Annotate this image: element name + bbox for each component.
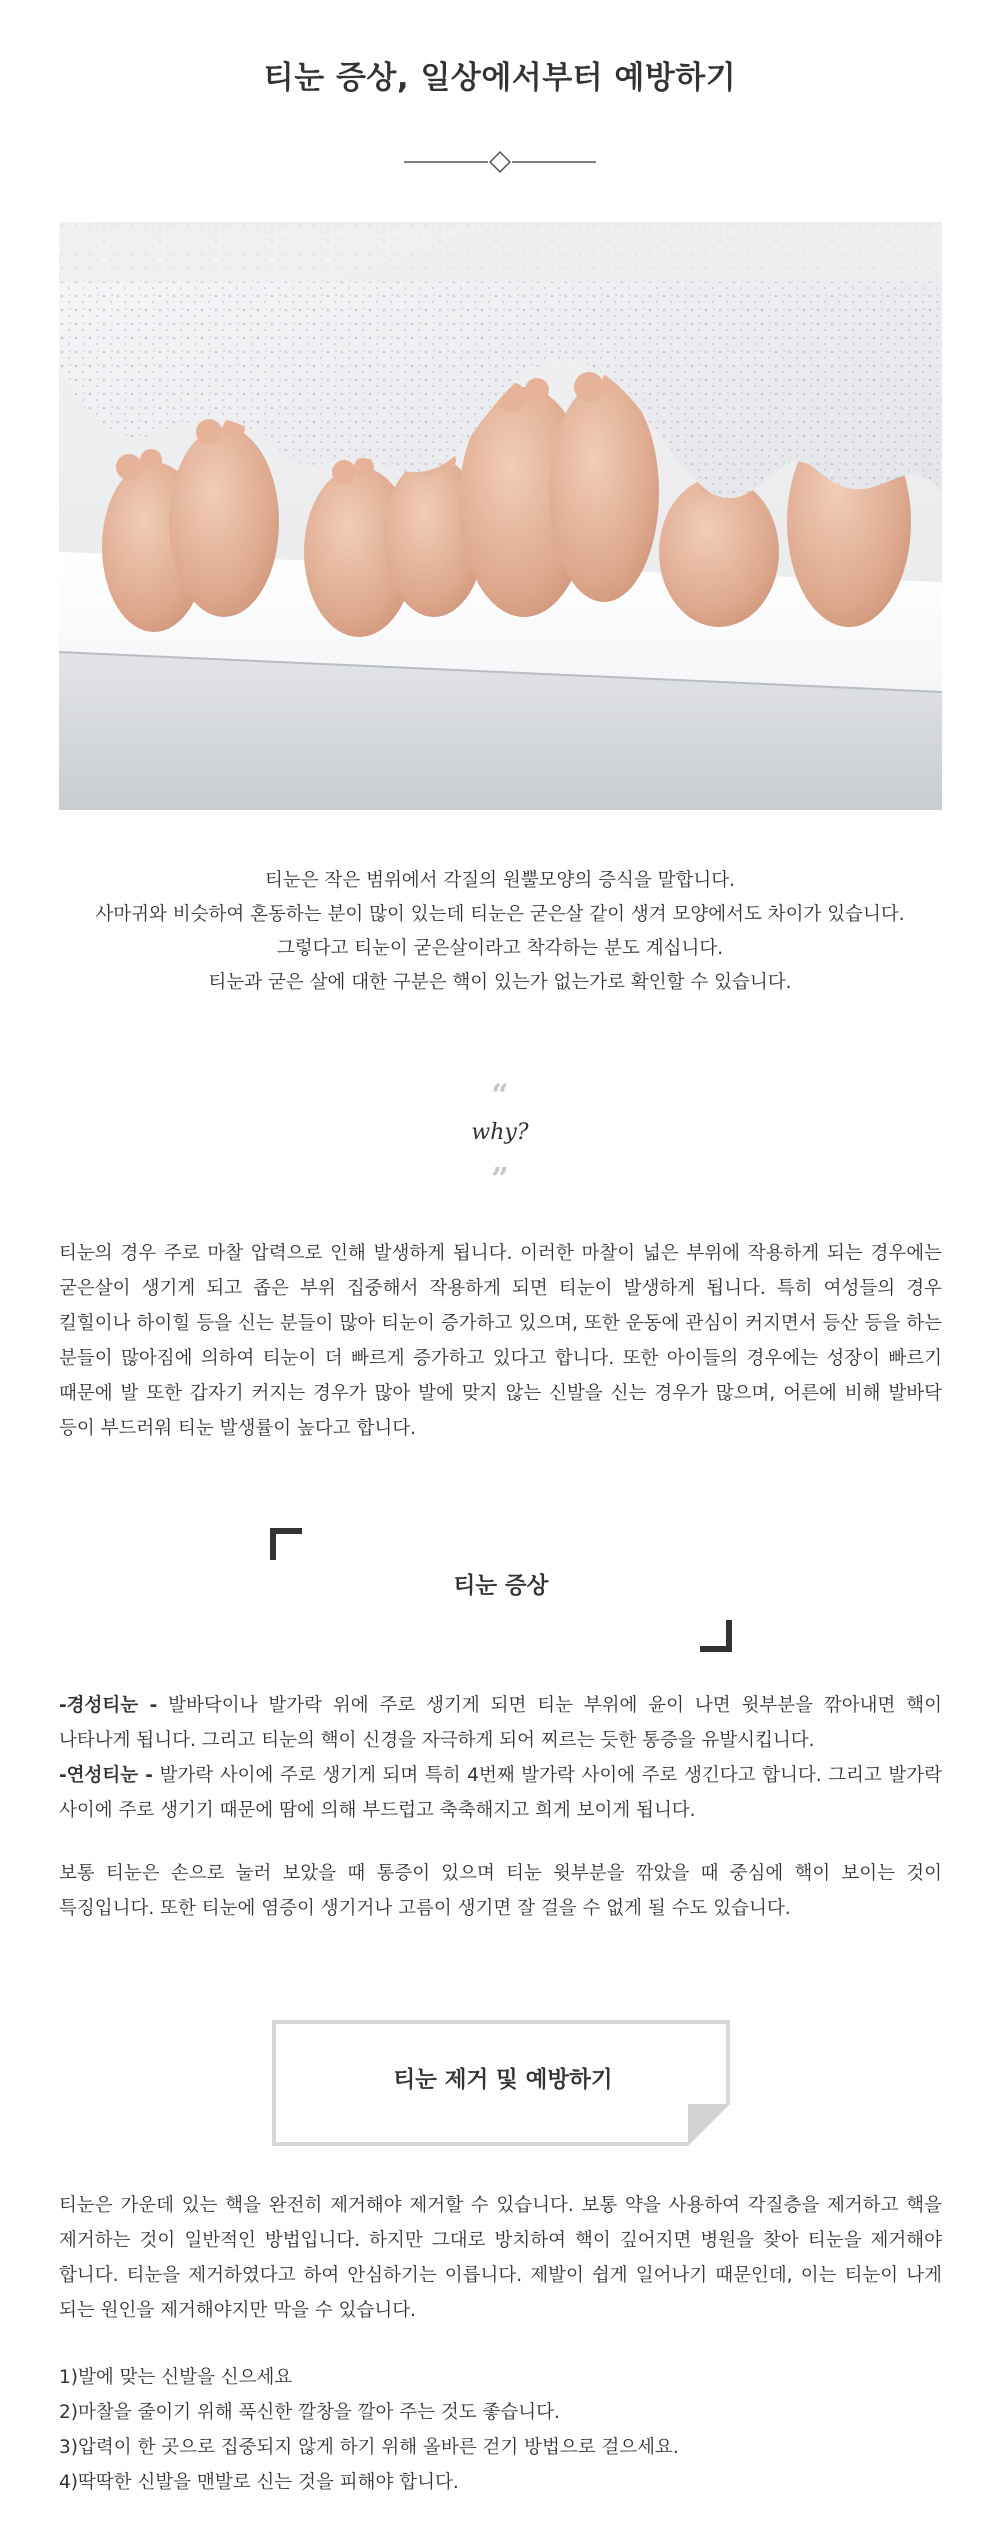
hard-corn-desc: 발바닥이나 발가락 위에 주로 생기게 되면 티눈 부위에 윤이 나면 윗부분을 깎아내면 핵이 나타나게 됩니다. 그리고 티눈의 핵이 신경을 자극하게 되어 찌르는 듯한 통증을 유발시킵니다. xyxy=(59,1695,942,1751)
list-item: 3)압력이 한 곳으로 집중되지 않게 하기 위해 올바른 걷기 방법으로 걸으세요. xyxy=(59,2437,679,2458)
hard-corn-term: -경성티눈 - xyxy=(59,1695,158,1716)
title-divider xyxy=(404,150,596,174)
corn-types xyxy=(59,1688,942,1828)
list-item: 2)마찰을 줄이기 위해 푹신한 깔창을 깔아 주는 것도 좋습니다. xyxy=(59,2402,560,2423)
close-quote-icon: ” xyxy=(491,1162,509,1197)
corner-bracket-icon xyxy=(700,1620,732,1652)
intro-line: 그렇다고 티눈이 굳은살이라고 착각하는 분도 계십니다. xyxy=(276,938,724,959)
corner-bracket-icon xyxy=(270,1528,302,1560)
intro-line: 티눈과 굳은 살에 대한 구분은 핵이 있는가 없는가로 확인할 수 있습니다. xyxy=(208,972,792,993)
intro-text xyxy=(0,864,1000,1000)
symptoms-summary: 보통 티눈은 손으로 눌러 보았을 때 통증이 있으며 티눈 윗부분을 깎았을 때 중심에 핵이 보이는 것이 특징입니다. 또한 티눈에 염증이 생기거나 고름이 생기면 잘 걸을 수 없게 될 수도 있습니다. xyxy=(59,1863,942,1919)
removal-heading: 티눈 제거 및 예방하기 xyxy=(393,2067,613,2093)
feet-under-blanket-photo xyxy=(59,222,942,810)
page-fold-icon xyxy=(684,2100,730,2146)
symptoms-heading: 티눈 증상 xyxy=(453,1573,549,1599)
removal-paragraph: 티눈은 가운데 있는 핵을 완전히 제거해야 제거할 수 있습니다. 보통 약을 사용하여 각질층을 제거하고 핵을 제거하는 것이 일반적인 방법입니다. 하지만 그대로 방치하여 핵이 깊어지면 병원을 찾아 티눈을 제거해야 합니다. 티눈을 제거하였다고 하여 안심하기는 이릅니다. 제발이 쉽게 일어나기 때문인데, 이는 티눈이 나게 되는 원인을 제거해야지만 막을 수 있습니다. xyxy=(59,2195,942,2321)
intro-line: 사마귀와 비슷하여 혼동하는 분이 많이 있는데 티눈은 굳은살 같이 생겨 모양에서도 차이가 있습니다. xyxy=(95,904,905,925)
list-item: 1)발에 맞는 신발을 신으세요 xyxy=(59,2367,293,2388)
soft-corn-term: -연성티눈 - xyxy=(59,1765,153,1786)
list-item: 4)딱딱한 신발을 맨발로 신는 것을 피해야 합니다. xyxy=(59,2472,459,2493)
why-label: why? xyxy=(471,1120,529,1145)
why-paragraph: 티눈의 경우 주로 마찰 압력으로 인해 발생하게 됩니다. 이러한 마찰이 넓은 부위에 작용하게 되는 경우에는 굳은살이 생기게 되고 좁은 부위 집중해서 작용하게 되면 티눈이 발생하게 됩니다. 특히 여성들의 경우 킬힐이나 하이힐 등을 신는 분들이 많아 티눈이 증가하고 있으며, 또한 운동에 관심이 커지면서 등산 등을 하는 분들이 많아짐에 의하여 티눈이 더 빠르게 증가하고 있다고 합니다. 또한 아이들의 경우에는 성장이 빠르기 때문에 발 또한 갑자기 커지는 경우가 많아 발에 맞지 않는 신발을 신는 경우가 많으며, 어른에 비해 발바닥 등이 부드러워 티눈 발생률이 높다고 합니다. xyxy=(59,1243,942,1439)
prevention-tips xyxy=(59,2360,942,2500)
hard-corn-item xyxy=(59,1688,942,1758)
soft-corn-desc: 발가락 사이에 주로 생기게 되며 특히 4번째 발가락 사이에 주로 생긴다고 합니다. 그리고 발가락 사이에 주로 생기기 때문에 땀에 의해 부드럽고 축축해지고 희게 보이게 됩니다. xyxy=(59,1765,942,1821)
open-quote-icon: “ xyxy=(491,1078,509,1113)
page-title: 티눈 증상, 일상에서부터 예방하기 xyxy=(263,60,737,96)
symptoms-heading-box xyxy=(270,1528,732,1652)
removal-heading-box xyxy=(272,2020,730,2146)
diamond-icon xyxy=(490,152,510,172)
soft-corn-item xyxy=(59,1758,942,1828)
intro-line: 티눈은 작은 범위에서 각질의 원뿔모양의 증식을 말합니다. xyxy=(264,870,736,891)
hero-image xyxy=(59,222,942,810)
